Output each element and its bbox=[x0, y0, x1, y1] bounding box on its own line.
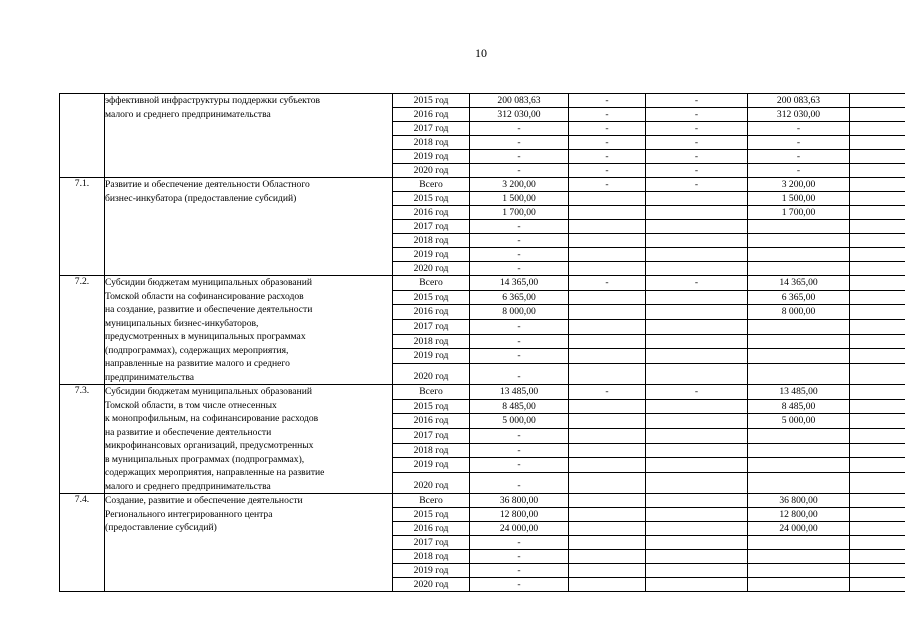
value-cell: - bbox=[646, 108, 748, 122]
value-cell: - bbox=[646, 164, 748, 178]
value-cell bbox=[569, 262, 646, 276]
item-description bbox=[105, 94, 393, 178]
value-cell: 1 700,00 bbox=[470, 206, 569, 220]
year-cell: 2018 год bbox=[393, 234, 470, 248]
item-description bbox=[105, 276, 393, 385]
value-cell bbox=[646, 458, 748, 473]
year-cell: 2017 год bbox=[393, 122, 470, 136]
empty-cell bbox=[850, 206, 905, 220]
value-cell bbox=[748, 364, 850, 385]
value-cell: - bbox=[748, 150, 850, 164]
value-cell bbox=[569, 458, 646, 473]
value-cell: 1 500,00 bbox=[748, 192, 850, 206]
description-line: муниципальных бизнес-инкубаторов, bbox=[105, 317, 259, 329]
empty-cell bbox=[850, 290, 905, 305]
value-cell: 5 000,00 bbox=[470, 414, 569, 429]
year-cell: 2017 год bbox=[393, 429, 470, 444]
description-line: на создание, развитие и обеспечение деятельности bbox=[105, 304, 313, 315]
empty-cell bbox=[850, 220, 905, 234]
value-cell bbox=[748, 429, 850, 444]
value-cell: 36 800,00 bbox=[470, 494, 569, 508]
value-cell bbox=[646, 443, 748, 458]
item-description bbox=[105, 494, 393, 592]
year-cell: 2017 год bbox=[393, 536, 470, 550]
empty-cell bbox=[850, 276, 905, 291]
table-row bbox=[60, 94, 905, 108]
value-cell bbox=[569, 508, 646, 522]
value-cell bbox=[748, 458, 850, 473]
year-cell: 2019 год bbox=[393, 458, 470, 473]
year-cell: 2020 год bbox=[393, 473, 470, 494]
year-cell: Всего bbox=[393, 276, 470, 291]
year-cell: 2016 год bbox=[393, 414, 470, 429]
value-cell bbox=[646, 192, 748, 206]
year-cell: 2020 год bbox=[393, 578, 470, 592]
item-number: 7.3. bbox=[60, 385, 105, 494]
value-cell bbox=[569, 414, 646, 429]
value-cell bbox=[569, 443, 646, 458]
empty-cell bbox=[850, 178, 905, 192]
value-cell bbox=[646, 206, 748, 220]
table-row bbox=[60, 385, 905, 400]
empty-cell bbox=[850, 536, 905, 550]
description-line: Развитие и обеспечение деятельности Областного bbox=[105, 179, 310, 190]
description-line: микрофинансовых организаций, предусмотренных bbox=[105, 440, 314, 451]
empty-cell bbox=[850, 136, 905, 150]
value-cell bbox=[748, 334, 850, 349]
value-cell bbox=[569, 334, 646, 349]
empty-cell bbox=[850, 150, 905, 164]
value-cell: 8 485,00 bbox=[748, 399, 850, 414]
year-cell: 2020 год bbox=[393, 364, 470, 385]
value-cell: - bbox=[470, 262, 569, 276]
empty-cell bbox=[850, 234, 905, 248]
value-cell: - bbox=[646, 276, 748, 291]
empty-cell bbox=[850, 349, 905, 364]
value-cell bbox=[748, 320, 850, 335]
description-line: предусмотренных в муниципальных программах bbox=[105, 331, 306, 342]
value-cell: - bbox=[470, 122, 569, 136]
value-cell: - bbox=[569, 385, 646, 400]
value-cell bbox=[646, 536, 748, 550]
value-cell: - bbox=[569, 178, 646, 192]
description-line: Субсидии бюджетам муниципальных образований bbox=[105, 277, 313, 288]
empty-cell bbox=[850, 414, 905, 429]
value-cell bbox=[569, 550, 646, 564]
year-cell: 2018 год bbox=[393, 550, 470, 564]
year-cell: 2019 год bbox=[393, 349, 470, 364]
empty-cell bbox=[850, 443, 905, 458]
value-cell bbox=[646, 305, 748, 320]
value-cell bbox=[569, 536, 646, 550]
value-cell bbox=[646, 473, 748, 494]
description-line: Субсидии бюджетам муниципальных образований bbox=[105, 386, 313, 397]
year-cell: 2017 год bbox=[393, 320, 470, 335]
empty-cell bbox=[850, 522, 905, 536]
empty-cell bbox=[850, 494, 905, 508]
value-cell bbox=[569, 349, 646, 364]
value-cell bbox=[569, 564, 646, 578]
value-cell: - bbox=[470, 536, 569, 550]
description-line: содержащих мероприятия, направленные на развитие bbox=[105, 467, 325, 478]
value-cell: - bbox=[470, 578, 569, 592]
value-cell: - bbox=[470, 429, 569, 444]
year-cell: 2015 год bbox=[393, 399, 470, 414]
value-cell bbox=[569, 290, 646, 305]
value-cell: - bbox=[470, 364, 569, 385]
value-cell: 312 030,00 bbox=[470, 108, 569, 122]
value-cell: 8 485,00 bbox=[470, 399, 569, 414]
empty-cell bbox=[850, 564, 905, 578]
empty-cell bbox=[850, 164, 905, 178]
year-cell: 2015 год bbox=[393, 192, 470, 206]
empty-cell bbox=[850, 508, 905, 522]
value-cell: 1 700,00 bbox=[748, 206, 850, 220]
page-number: 10 bbox=[475, 46, 487, 60]
year-cell: Всего bbox=[393, 385, 470, 400]
value-cell bbox=[646, 550, 748, 564]
value-cell bbox=[569, 522, 646, 536]
value-cell: 8 000,00 bbox=[748, 305, 850, 320]
description-line: в муниципальных программах (подпрограммах), bbox=[105, 453, 305, 465]
value-cell bbox=[569, 473, 646, 494]
description-line: эффективной инфраструктуры поддержки субъектов bbox=[105, 95, 321, 106]
value-cell bbox=[569, 578, 646, 592]
value-cell: - bbox=[646, 94, 748, 108]
value-cell: - bbox=[646, 385, 748, 400]
empty-cell bbox=[850, 550, 905, 564]
value-cell bbox=[748, 234, 850, 248]
value-cell: 24 000,00 bbox=[470, 522, 569, 536]
description-line: Томской области на софинансирование расходов bbox=[105, 290, 304, 302]
value-cell: - bbox=[569, 276, 646, 291]
value-cell bbox=[748, 550, 850, 564]
empty-cell bbox=[850, 473, 905, 494]
value-cell: - bbox=[470, 349, 569, 364]
value-cell bbox=[646, 429, 748, 444]
value-cell: - bbox=[569, 150, 646, 164]
value-cell: 13 485,00 bbox=[748, 385, 850, 400]
value-cell: - bbox=[470, 136, 569, 150]
value-cell: 3 200,00 bbox=[748, 178, 850, 192]
empty-cell bbox=[850, 248, 905, 262]
value-cell: 14 365,00 bbox=[748, 276, 850, 291]
value-cell: - bbox=[748, 136, 850, 150]
value-cell bbox=[646, 248, 748, 262]
empty-cell bbox=[850, 108, 905, 122]
value-cell: 12 800,00 bbox=[748, 508, 850, 522]
year-cell: 2018 год bbox=[393, 334, 470, 349]
empty-cell bbox=[850, 122, 905, 136]
item-description bbox=[105, 178, 393, 276]
year-cell: Всего bbox=[393, 494, 470, 508]
value-cell: - bbox=[470, 320, 569, 335]
value-cell: 6 365,00 bbox=[470, 290, 569, 305]
item-number: 7.1. bbox=[60, 178, 105, 276]
budget-table-body bbox=[60, 94, 905, 592]
year-cell: 2015 год bbox=[393, 508, 470, 522]
value-cell: - bbox=[569, 94, 646, 108]
year-cell: 2020 год bbox=[393, 262, 470, 276]
year-cell: 2016 год bbox=[393, 522, 470, 536]
value-cell bbox=[646, 320, 748, 335]
description-line: к монопрофильным, на софинансирование расходов bbox=[105, 413, 319, 424]
value-cell bbox=[569, 494, 646, 508]
value-cell bbox=[748, 564, 850, 578]
value-cell bbox=[569, 192, 646, 206]
value-cell: - bbox=[470, 564, 569, 578]
value-cell: 3 200,00 bbox=[470, 178, 569, 192]
value-cell bbox=[646, 414, 748, 429]
value-cell: - bbox=[470, 164, 569, 178]
year-cell: Всего bbox=[393, 178, 470, 192]
description-line: (предоставление субсидий) bbox=[105, 522, 217, 533]
value-cell bbox=[569, 248, 646, 262]
value-cell: - bbox=[646, 136, 748, 150]
description-line: малого и среднего предпринимательства bbox=[105, 108, 271, 120]
description-line: Томской области, в том числе отнесенных bbox=[105, 399, 277, 411]
year-cell: 2018 год bbox=[393, 136, 470, 150]
value-cell bbox=[646, 399, 748, 414]
budget-table bbox=[59, 93, 905, 592]
value-cell: 312 030,00 bbox=[748, 108, 850, 122]
value-cell: - bbox=[470, 550, 569, 564]
value-cell bbox=[646, 578, 748, 592]
empty-cell bbox=[850, 334, 905, 349]
empty-cell bbox=[850, 94, 905, 108]
value-cell: 24 000,00 bbox=[748, 522, 850, 536]
value-cell bbox=[748, 220, 850, 234]
value-cell: - bbox=[646, 178, 748, 192]
value-cell bbox=[748, 578, 850, 592]
value-cell bbox=[569, 364, 646, 385]
value-cell bbox=[646, 494, 748, 508]
value-cell bbox=[748, 262, 850, 276]
value-cell bbox=[569, 320, 646, 335]
value-cell: - bbox=[569, 108, 646, 122]
value-cell: - bbox=[748, 122, 850, 136]
value-cell bbox=[646, 522, 748, 536]
description-line: направленные на развитие малого и среднего bbox=[105, 358, 290, 369]
empty-cell bbox=[850, 262, 905, 276]
year-cell: 2020 год bbox=[393, 164, 470, 178]
description-line: Регионального интегрированного центра bbox=[105, 508, 273, 520]
value-cell: 36 800,00 bbox=[748, 494, 850, 508]
value-cell bbox=[569, 305, 646, 320]
year-cell: 2016 год bbox=[393, 305, 470, 320]
description-line: бизнес-инкубатора (предоставление субсидий) bbox=[105, 192, 297, 204]
table-row bbox=[60, 276, 905, 291]
value-cell bbox=[646, 508, 748, 522]
value-cell: 200 083,63 bbox=[470, 94, 569, 108]
value-cell: - bbox=[569, 136, 646, 150]
value-cell: - bbox=[569, 122, 646, 136]
value-cell: 200 083,63 bbox=[748, 94, 850, 108]
value-cell bbox=[569, 399, 646, 414]
value-cell bbox=[646, 262, 748, 276]
value-cell bbox=[646, 220, 748, 234]
value-cell bbox=[748, 443, 850, 458]
empty-cell bbox=[850, 429, 905, 444]
value-cell: - bbox=[748, 164, 850, 178]
empty-cell bbox=[850, 320, 905, 335]
empty-cell bbox=[850, 458, 905, 473]
value-cell: 1 500,00 bbox=[470, 192, 569, 206]
empty-cell bbox=[850, 192, 905, 206]
value-cell: - bbox=[470, 334, 569, 349]
value-cell: 14 365,00 bbox=[470, 276, 569, 291]
item-description bbox=[105, 385, 393, 494]
value-cell: - bbox=[646, 150, 748, 164]
year-cell: 2018 год bbox=[393, 443, 470, 458]
item-number: 7.2. bbox=[60, 276, 105, 385]
year-cell: 2015 год bbox=[393, 94, 470, 108]
value-cell: - bbox=[569, 164, 646, 178]
value-cell bbox=[569, 234, 646, 248]
value-cell: 8 000,00 bbox=[470, 305, 569, 320]
item-number bbox=[60, 94, 105, 178]
year-cell: 2017 год bbox=[393, 220, 470, 234]
empty-cell bbox=[850, 578, 905, 592]
year-cell: 2015 год bbox=[393, 290, 470, 305]
value-cell: 6 365,00 bbox=[748, 290, 850, 305]
value-cell bbox=[748, 349, 850, 364]
value-cell bbox=[569, 429, 646, 444]
description-line: малого и среднего предпринимательства bbox=[105, 480, 271, 492]
value-cell: 13 485,00 bbox=[470, 385, 569, 400]
value-cell bbox=[569, 220, 646, 234]
item-number: 7.4. bbox=[60, 494, 105, 592]
value-cell: - bbox=[470, 458, 569, 473]
value-cell bbox=[748, 536, 850, 550]
description-line: Создание, развитие и обеспечение деятельности bbox=[105, 495, 303, 506]
value-cell: - bbox=[470, 248, 569, 262]
value-cell bbox=[748, 248, 850, 262]
value-cell bbox=[569, 206, 646, 220]
value-cell: 5 000,00 bbox=[748, 414, 850, 429]
year-cell: 2019 год bbox=[393, 564, 470, 578]
description-line: (подпрограммах), содержащих мероприятия, bbox=[105, 344, 289, 356]
value-cell bbox=[646, 334, 748, 349]
year-cell: 2016 год bbox=[393, 206, 470, 220]
empty-cell bbox=[850, 399, 905, 414]
description-line: предпринимательства bbox=[105, 371, 195, 383]
value-cell: - bbox=[646, 122, 748, 136]
value-cell bbox=[646, 349, 748, 364]
table-row bbox=[60, 494, 905, 508]
description-line: на развитие и обеспечение деятельности bbox=[105, 426, 272, 438]
value-cell bbox=[646, 234, 748, 248]
value-cell bbox=[748, 473, 850, 494]
year-cell: 2016 год bbox=[393, 108, 470, 122]
value-cell bbox=[646, 290, 748, 305]
value-cell bbox=[646, 564, 748, 578]
value-cell: - bbox=[470, 443, 569, 458]
value-cell: - bbox=[470, 473, 569, 494]
year-cell: 2019 год bbox=[393, 248, 470, 262]
empty-cell bbox=[850, 364, 905, 385]
value-cell: - bbox=[470, 220, 569, 234]
year-cell: 2019 год bbox=[393, 150, 470, 164]
empty-cell bbox=[850, 305, 905, 320]
empty-cell bbox=[850, 385, 905, 400]
value-cell bbox=[646, 364, 748, 385]
value-cell: 12 800,00 bbox=[470, 508, 569, 522]
table-row bbox=[60, 178, 905, 192]
value-cell: - bbox=[470, 234, 569, 248]
value-cell: - bbox=[470, 150, 569, 164]
